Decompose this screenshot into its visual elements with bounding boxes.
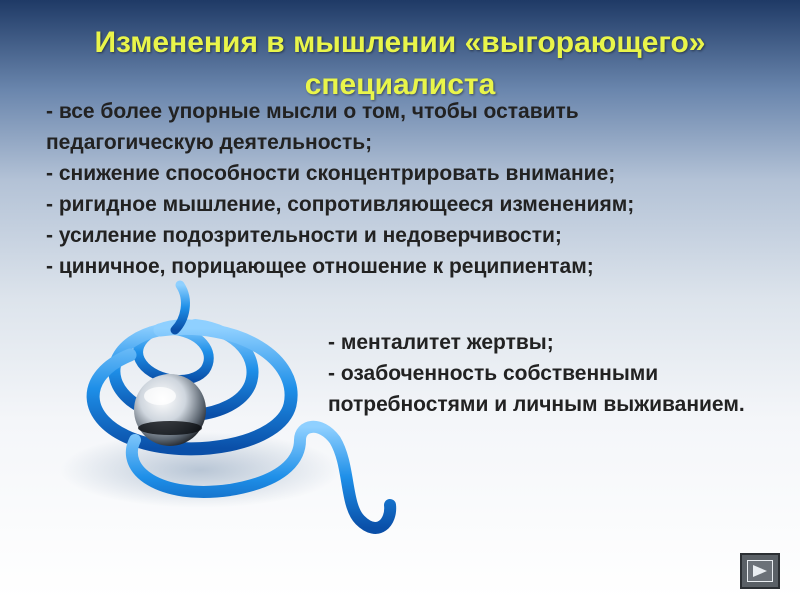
list-item: - снижение способности сконцентрировать внимание;	[46, 162, 616, 185]
list-item: - ригидное мышление, сопротивляющееся изменениям;	[46, 193, 635, 216]
list-item: - усиление подозрительности и недоверчивости;	[46, 224, 562, 247]
next-arrow-icon	[747, 560, 773, 582]
sphere-highlight	[144, 387, 176, 405]
slide-title: Изменения в мышлении «выгорающего» специалиста	[94, 26, 706, 101]
list-item: - озабоченность собственными потребностями и личным выживанием.	[328, 362, 745, 416]
next-slide-button[interactable]	[740, 553, 780, 589]
bullet-list	[46, 96, 746, 282]
glass-sphere	[134, 374, 206, 446]
list-item: - менталитет жертвы;	[328, 331, 554, 354]
bullet-list-right	[328, 327, 768, 420]
sphere-band	[138, 421, 202, 435]
list-item: - все более упорные мысли о том, чтобы оставить педагогическую деятельность;	[46, 100, 579, 154]
list-item: - циничное, порицающее отношение к реципиентам;	[46, 255, 594, 278]
